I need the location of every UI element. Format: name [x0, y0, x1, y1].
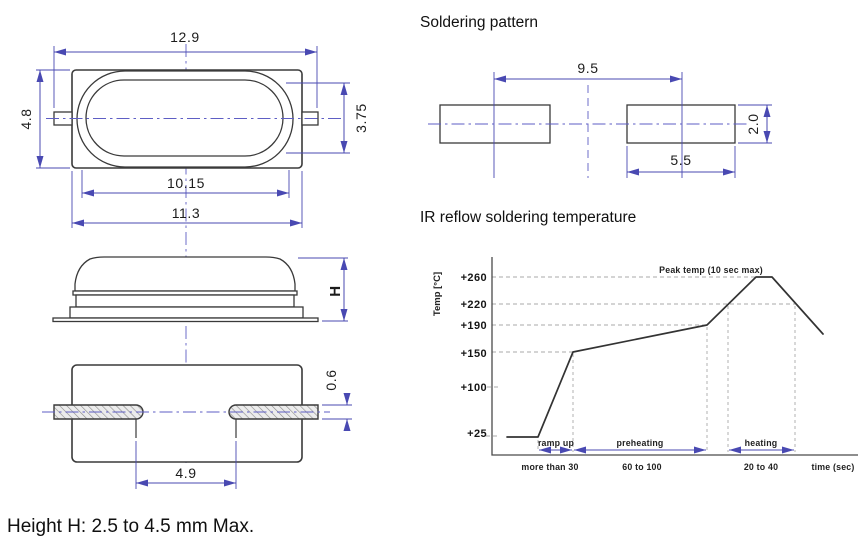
dim-lead-thickness — [322, 369, 352, 431]
dim-label: 11.3 — [171, 205, 201, 221]
y-axis-label: Temp [°C] — [432, 271, 443, 317]
reflow-profile-curve — [507, 277, 823, 437]
dim-pad-pitch — [494, 60, 682, 79]
phase-label-preheat: preheating — [616, 438, 664, 448]
chart-axes — [492, 257, 858, 455]
band — [76, 295, 294, 307]
phase-label-ramp: ramp up — [537, 438, 575, 448]
base-plate — [53, 318, 318, 322]
duration-ramp: more than 30 — [521, 462, 579, 472]
tick-25: +25 — [467, 428, 487, 440]
reflow-title: IR reflow soldering temperature — [420, 209, 637, 226]
reflow-chart — [420, 209, 858, 472]
duration-heat: 20 to 40 — [743, 462, 779, 472]
dim-label: 12.9 — [170, 29, 200, 45]
x-axis-label: time (sec) — [811, 462, 855, 472]
dim-label: 5.5 — [670, 152, 692, 168]
package-top-view — [18, 29, 369, 228]
dim-lid-width — [82, 170, 289, 198]
phase-label-heat: heating — [744, 438, 778, 448]
tick-190: +190 — [460, 320, 487, 332]
dim-label: 0.6 — [323, 369, 339, 391]
dim-height-H — [298, 258, 348, 321]
tick-220: +220 — [460, 299, 487, 311]
tick-100: +100 — [460, 382, 487, 394]
dim-label: 9.5 — [577, 60, 599, 76]
dim-label: 3.75 — [353, 103, 369, 133]
duration-preheat: 60 to 100 — [622, 462, 662, 472]
soldering-pattern-title: Soldering pattern — [420, 14, 539, 31]
dim-label: 4.9 — [175, 465, 197, 481]
package-bottom-view — [42, 365, 352, 489]
soldering-pattern — [420, 14, 772, 178]
flange — [70, 307, 303, 318]
cap-dome — [75, 257, 295, 291]
dim-label: 2.0 — [745, 113, 761, 135]
dim-pad-width — [627, 146, 735, 178]
dim-label: H — [327, 285, 344, 297]
can-inner-stadium — [86, 80, 283, 156]
dim-label: 4.8 — [18, 108, 34, 130]
tick-260: +260 — [460, 272, 487, 284]
package-side-view — [53, 257, 348, 322]
peak-temp-note: Peak temp (10 sec max) — [659, 265, 763, 275]
tick-150: +150 — [460, 348, 487, 360]
dim-label: 10.15 — [166, 175, 206, 191]
height-note: Height H: 2.5 to 4.5 mm Max. — [7, 516, 255, 537]
